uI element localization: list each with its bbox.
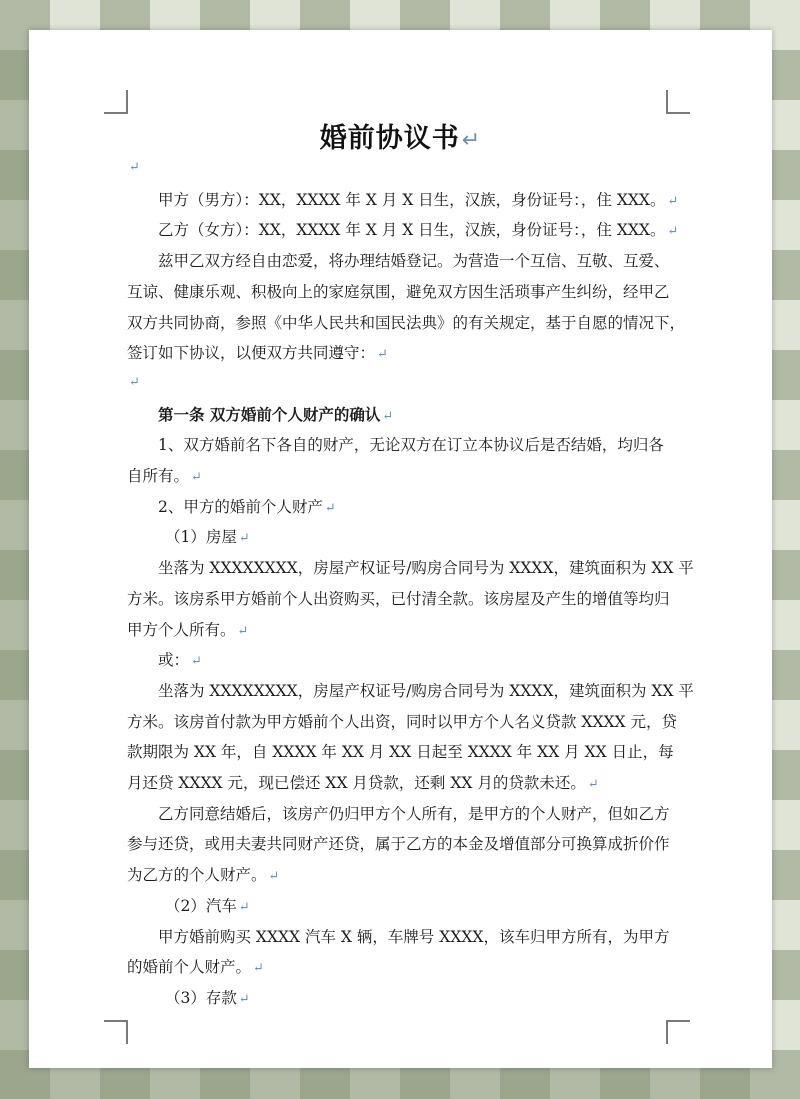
line-text: 甲方个人所有。 <box>127 620 236 639</box>
line-text: 坐落为 XXXXXXXX，房屋产权证号/购房合同号为 XXXX，建筑面积为 XX 平 <box>158 681 694 700</box>
body-line <box>158 802 670 824</box>
line-text: 坐落为 XXXXXXXX，房屋产权证号/购房合同号为 XXXX，建筑面积为 XX 平 <box>158 559 694 578</box>
paragraph-mark-icon: ↵ <box>238 899 250 915</box>
paragraph-mark-icon: ↵ <box>191 470 202 485</box>
crop-mark-top-right <box>666 90 690 114</box>
paragraph-mark-icon: ↵ <box>129 160 140 175</box>
paragraph-mark-icon: ↵ <box>324 500 336 516</box>
title-text: 婚前协议书 <box>319 123 460 154</box>
body-line <box>158 495 336 517</box>
line-text: 兹甲乙双方经自由恋爱，将办理结婚登记。为营造一个互信、互敬、互爱、 <box>158 252 670 271</box>
body-line <box>127 955 264 977</box>
document-title <box>29 116 772 155</box>
body-line <box>165 894 250 916</box>
line-text: 自所有。 <box>127 467 190 485</box>
line-text: 第一条 双方婚前个人财产的确认 <box>158 404 381 424</box>
body-line <box>127 771 599 793</box>
line-text: 方米。该房首付款为甲方婚前个人出资，同时以甲方个人名义贷款 XXXX 元，贷 <box>127 712 677 731</box>
body-line <box>158 925 669 947</box>
paragraph-mark-icon: ↵ <box>238 531 250 547</box>
paragraph-mark-icon: ↵ <box>237 623 249 639</box>
line-text: （1）房屋 <box>165 528 237 547</box>
line-text: 参与还贷，或用夫妻共同财产还贷，属于乙方的本金及增值部分可换算成折价作 <box>127 835 670 854</box>
line-text: 为乙方的个人财产。 <box>127 866 267 885</box>
body-line <box>127 587 670 609</box>
paragraph-mark-icon: ↵ <box>268 869 280 885</box>
body-line <box>158 249 670 271</box>
section-heading <box>158 403 393 425</box>
line-text: 2、甲方的婚前个人财产 <box>158 497 323 516</box>
paragraph-mark-icon: ↵ <box>667 224 679 240</box>
line-text: 甲方（男方）：XX，XXXX 年 X 月 X 日生，汉族，身份证号：，住 XXX。 <box>158 190 666 209</box>
document-page <box>29 30 772 1068</box>
body-line <box>158 188 678 210</box>
body-line <box>127 740 674 762</box>
line-text: 1、双方婚前名下各自的财产，无论双方在订立本协议后是否结婚，均归各 <box>158 436 664 455</box>
body-line <box>127 372 140 390</box>
line-text: 乙方同意结婚后，该房产仍归甲方个人所有，是甲方的个人财产，但如乙方 <box>158 804 670 823</box>
line-text: （2）汽车 <box>165 896 237 915</box>
line-text: 或： <box>158 651 190 670</box>
paragraph-mark-icon: ↵ <box>253 961 264 977</box>
paragraph-mark-icon: ↵ <box>129 374 140 390</box>
paragraph-mark-icon: ↵ <box>461 128 482 153</box>
body-line <box>127 618 248 640</box>
body-line <box>158 648 202 670</box>
paragraph-mark-icon: ↵ <box>377 347 388 363</box>
paragraph-mark-icon: ↵ <box>382 408 394 424</box>
line-text: 互谅、健康乐观、积极向上的家庭氛围，避免双方因生活琐事产生纠纷，经甲乙 <box>127 282 670 301</box>
body-line <box>127 157 140 175</box>
line-text: 双方共同协商，参照《中华人民共和国民法典》的有关规定，基于自愿的情况下， <box>127 313 686 332</box>
crop-mark-bottom-left <box>104 1020 128 1044</box>
body-line <box>127 710 677 732</box>
line-text: 款期限为 XX 年，自 XXXX 年 XX 月 XX 日起至 XXXX 年 XX 月 XX 日止，每 <box>127 743 674 762</box>
line-text: 甲方婚前购买 XXXX 汽车 X 辆，车牌号 XXXX，该车归甲方所有，为甲方 <box>158 927 670 946</box>
body-line <box>158 556 694 578</box>
line-text: （3）存款 <box>165 988 237 1007</box>
body-line <box>127 280 670 302</box>
body-line <box>158 679 694 701</box>
body-line <box>127 341 388 363</box>
body-line <box>165 525 250 547</box>
body-line <box>127 311 685 333</box>
line-text: 的婚前个人财产。 <box>127 958 252 977</box>
crop-mark-bottom-right <box>666 1020 690 1044</box>
paragraph-mark-icon: ↵ <box>587 777 599 792</box>
body-line <box>165 986 250 1008</box>
body-line <box>158 218 678 240</box>
paragraph-mark-icon: ↵ <box>238 991 250 1007</box>
crop-mark-top-left <box>104 90 128 114</box>
line-text: 方米。该房系甲方婚前个人出资购买，已付清全款。该房屋及产生的增值等均归 <box>127 589 670 608</box>
paragraph-mark-icon: ↵ <box>191 654 202 670</box>
body-line <box>127 832 670 854</box>
line-text: 月还贷 XXXX 元，现已偿还 XX 月贷款，还剩 XX 月的贷款未还。 <box>127 774 586 792</box>
body-line <box>127 863 279 885</box>
paragraph-mark-icon: ↵ <box>667 193 679 209</box>
body-line <box>127 464 202 486</box>
body-line <box>158 433 664 455</box>
line-text: 乙方（女方）：XX，XXXX 年 X 月 X 日生，汉族，身份证号：，住 XXX。 <box>158 221 666 240</box>
line-text: 签订如下协议，以便双方共同遵守： <box>127 344 376 363</box>
